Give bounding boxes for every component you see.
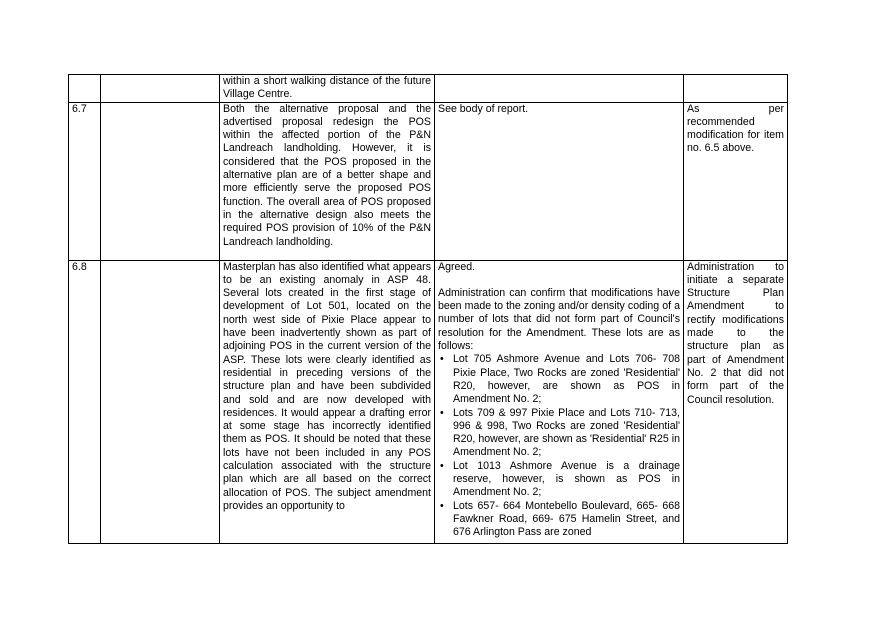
submitter-cell — [101, 102, 220, 260]
table-row — [69, 102, 788, 260]
recommendation-cell — [684, 75, 788, 103]
list-item: • Lots 657- 664 Montebello Boulevard, 665- 668 Fawkner Road, 669- 675 Hamelin Street, and 676 Arlington Pass are zoned — [438, 500, 680, 540]
lot-list — [438, 353, 680, 539]
list-item: • Lot 705 Ashmore Avenue and Lots 706- 708 Pixie Place, Two Rocks are zoned 'Residential' R20, however, are shown as POS in Amendment No. 2; — [438, 353, 680, 406]
list-item: • Lots 709 & 997 Pixie Place and Lots 710- 713, 996 & 998, Two Rocks are zoned 'Residential' R20, however, are shown as 'Residential' R25 in Amendment No. 2; — [438, 407, 680, 460]
item-number-cell: 6.8 — [69, 260, 101, 543]
response-cell — [435, 75, 684, 103]
response-cell: See body of report. — [435, 102, 684, 260]
response-heading: Agreed. — [438, 260, 476, 273]
response-cell — [435, 260, 684, 543]
response-paragraph: Administration can confirm that modifications have been made to the zoning and/or density coding of a number of lots that did not form part of Council's resolution for the Amendment. These lots are as follows: — [438, 286, 680, 353]
table-row — [69, 75, 788, 103]
comment-cell: within a short walking distance of the future Village Centre. — [220, 75, 435, 103]
comment-cell: Both the alternative proposal and the advertised proposal redesign the POS within the affected portion of the P&N Landreach landholding. However, it is considered that the POS proposed in the alternative plan are of a better shape and more efficiently serve the proposed POS function. The overall area of POS proposed in the alternative design also meets the required POS provision of 10% of the P&N Landreach landholding. — [220, 102, 435, 260]
item-number-cell — [69, 75, 101, 103]
list-item: • Lot 1013 Ashmore Avenue is a drainage reserve, however, is shown as POS in Amendment No. 2; — [438, 460, 680, 500]
recommendation-cell: Administration to initiate a separate Structure Plan Amendment to rectify modifications made to the structure plan as part of Amendment No. 2 that did not form part of the Council resolution. — [684, 260, 788, 543]
recommendation-cell: As per recommended modification for item no. 6.5 above. — [684, 102, 788, 260]
item-number-cell: 6.7 — [69, 102, 101, 260]
comment-cell: Masterplan has also identified what appears to be an existing anomaly in ASP 48. Several lots created in the first stage of development of Lot 501, located on the north west side of Pixie Place appear to have been inadvertently shown as part of adjoining POS in the current version of the ASP. These lots were clearly identified as residential in preceding versions of the structure plan and have been subdivided and sold and are now developed with residences. It would appear a drafting error at some stage has incorrectly identified them as POS. It should be noted that these lots have not been included in any POS calculation associated with the structure plan which are all based on the correct allocation of POS. The subject amendment provides an opportunity to — [220, 260, 435, 543]
table-row — [69, 260, 788, 543]
submitter-cell — [101, 260, 220, 543]
submitter-cell — [101, 75, 220, 103]
submissions-table — [68, 74, 788, 544]
